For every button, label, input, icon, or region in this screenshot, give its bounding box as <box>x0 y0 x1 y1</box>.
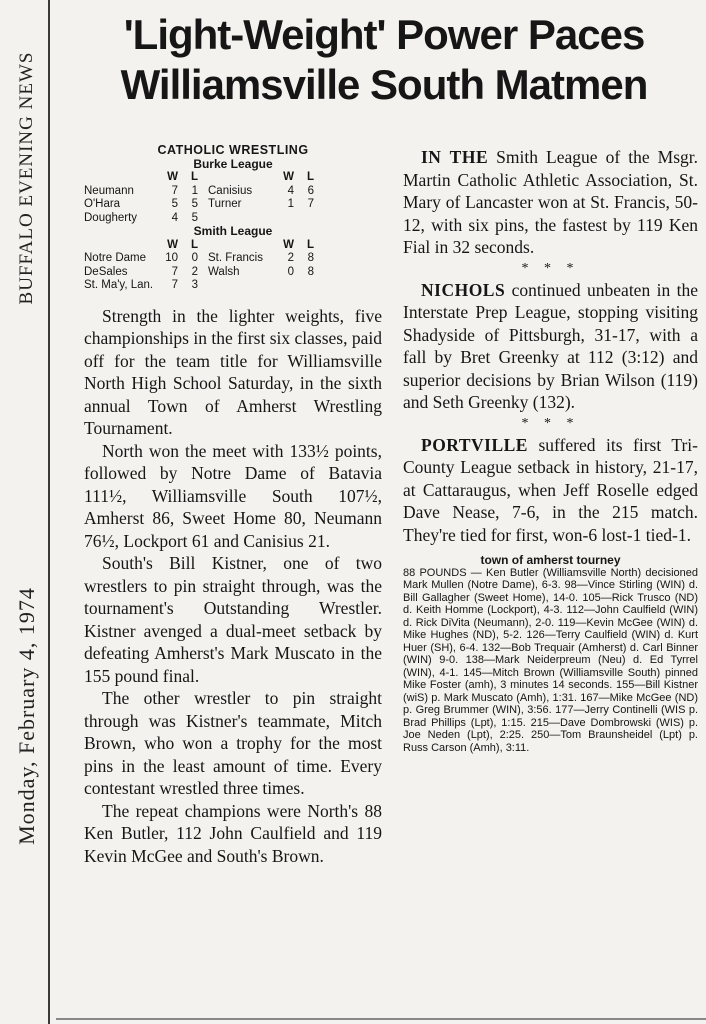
smith-rows <box>84 252 382 293</box>
paragraph-lead: IN THE <box>421 147 489 167</box>
standings-cell: 1 <box>287 198 294 210</box>
standings-cell: DeSales <box>84 265 128 278</box>
paragraph-lead: NICHOLS <box>421 279 506 300</box>
standings-cell <box>208 279 278 293</box>
standings-cell <box>278 279 294 293</box>
standings-cell: Notre Dame <box>84 252 146 264</box>
article-paragraph: Strength in the lighter weights, five championships in the first six classes, paid off for the team title for Williamsville North High School Saturday, in the sixth annual Town of Amherst Wrestling Tournament. <box>84 305 382 438</box>
standings-cell: 5 <box>171 198 178 210</box>
standings-row <box>84 252 382 266</box>
standings-cell <box>294 279 324 293</box>
standings-cell: 8 <box>307 265 314 278</box>
paragraph-body: Smith League of the Msgr. Martin Catholic Athletic Association, St. Mary of Lancaster won at St. Francis, 50-12, with six pins, the fastest by 119 Ken Fial in 32 seconds. <box>403 147 698 257</box>
tourney-results <box>403 554 698 754</box>
standings-cell: 5 <box>191 198 198 210</box>
standings-cell: St. Ma'y, Lan. <box>84 279 154 291</box>
standings-cell: 2 <box>191 265 198 278</box>
standings-row <box>84 279 382 293</box>
paragraph-body: suffered its first Tri-County League setback in history, 21-17, at Cattaraugus, when Jeff Roselle edged Dave Nease, 7-6, in the 215 match. They're tied for first, won-6 lost-1 tied-1. <box>403 434 698 545</box>
standings-cell: 5 <box>191 211 198 224</box>
standings-cell <box>208 212 278 226</box>
smith-league-title: Smith League <box>193 224 273 238</box>
standings-cell: O'Hara <box>84 198 121 210</box>
side-margin <box>0 0 50 1024</box>
paragraph-body: continued unbeaten in the Interstate Prep League, stopping visiting Shadyside of Pittsburgh, 31-17, with a fall by Bret Greenky at 112 (3:12) and superior decisions by Brian Wilson (119) and Seth Greenky (132). <box>403 279 698 412</box>
headline <box>66 10 702 110</box>
portville-paragraph <box>403 434 698 547</box>
burke-header: W L W L <box>167 171 314 183</box>
headline-line-1: 'Light-Weight' Power Paces <box>123 11 645 58</box>
burke-league-title: Burke League <box>193 156 273 171</box>
paragraph-lead: PORTVILLE <box>421 434 528 455</box>
results-text: 88 POUNDS — Ken Butler (Williamsville North) decisioned Mark Mullen (Notre Dame), 6-3. 98—Vince Stirling (WIN) d. Bill Gallagher (Sweet Home), 14-0. 105—Rick Trusco (ND) d. Keith Homme (Lockport), 4-3. 112—John Caulfield (WIN) d. Rick DiVita (Neumann), 2-0. 119—Kevin McGee (WIN) d. Mike Hughes (ND), 5-2. 126—Terry Caulfield (WIN) d. Kurt Huer (SH), 6-4. 132—Bob Trequair (Amherst) d. Carl Binner (WIN) 9-0. 138—Mark Neiderpreum (Neu) d. Ed Tyrrel (WIN), 4-1. 145—Mitch Brown (Williamsville South) pinned Mike Foster (amh), 3 minutes 14 seconds. 155—Bill Kistner (wiS) p. Mark Muscato (Amh), 1:31. 167—Mike McGee (ND) p. Greg Brummer (WIN), 3:56. 177—Jerry Continelli (WIS p. Brad Phillips (Lpt), 1:15. 215—Dave Dombrowski (WIS) p. Joe Neden (Lpt), 2:25. 250—Tom Braunsheidel (Lpt) p. Russ Carson (Amh), 3:11. <box>403 566 698 754</box>
standings-cell: 4 <box>287 184 294 197</box>
standings-cell: 0 <box>287 265 294 278</box>
standings-cell: Neumann <box>84 184 134 197</box>
smith-header: W L W L <box>167 238 314 251</box>
nichols-paragraph <box>403 279 698 414</box>
left-column <box>84 144 382 867</box>
standings-cell: 7 <box>171 279 178 291</box>
standings-cell <box>278 212 294 226</box>
publication-date: Monday, February 4, 1974 <box>14 587 39 845</box>
standings-cell: Turner <box>208 198 242 210</box>
standings-cell <box>294 212 324 226</box>
standings-cell: 1 <box>191 184 198 197</box>
standings-table <box>84 144 382 293</box>
standings-row <box>84 212 382 226</box>
standings-row <box>84 198 382 212</box>
right-column <box>403 146 698 754</box>
section-separator: * * * <box>521 260 580 276</box>
headline-line-2: Williamsville South Matmen <box>120 61 648 108</box>
standings-cell: 6 <box>307 184 314 197</box>
article-paragraph: The repeat champions were North's 88 Ken Butler, 112 John Caulfield and 119 Kevin McGee and South's Brown. <box>84 800 382 866</box>
standings-cell: 3 <box>191 279 198 291</box>
bottom-rule <box>56 1018 706 1020</box>
smith-league-paragraph <box>403 146 698 259</box>
standings-row <box>84 266 382 280</box>
standings-cell: 7 <box>171 184 178 197</box>
results-title: town of amherst tourney <box>480 553 621 567</box>
standings-cell: Dougherty <box>84 211 138 224</box>
standings-cell: 0 <box>191 252 198 264</box>
standings-cell: Walsh <box>208 265 240 278</box>
article-paragraph: North won the meet with 133½ points, followed by Notre Dame of Batavia 111½, Williamsville South 107½, Amherst 86, Sweet Home 80, Neumann 76½, Lockport 61 and Canisius 21. <box>84 440 382 551</box>
standings-cell: Canisius <box>208 184 253 197</box>
burke-rows <box>84 185 382 226</box>
standings-cell: 7 <box>171 265 178 278</box>
standings-cell: 8 <box>307 252 314 264</box>
standings-cell: St. Francis <box>208 252 263 264</box>
section-separator: * * * <box>521 415 580 431</box>
standings-cell: 7 <box>307 198 314 210</box>
article-paragraph: The other wrestler to pin straight through was Kistner's teammate, Mitch Brown, who won a trophy for the most pins in the least amount of time. Every contestant wrestled three times. <box>84 688 382 798</box>
publication-name: BUFFALO EVENING NEWS <box>16 51 37 305</box>
standings-cell: 2 <box>287 252 294 264</box>
standings-cell: 10 <box>165 252 178 264</box>
standings-title: CATHOLIC WRESTLING <box>157 143 309 157</box>
article-paragraph: South's Bill Kistner, one of two wrestlers to pin straight through, was the tournament's Outstanding Wrestler. Kistner avenged a dual-meet setback by defeating Amherst's Mark Muscato in the 155 pound final. <box>84 553 382 686</box>
standings-cell: 4 <box>171 211 178 224</box>
standings-row <box>84 185 382 199</box>
